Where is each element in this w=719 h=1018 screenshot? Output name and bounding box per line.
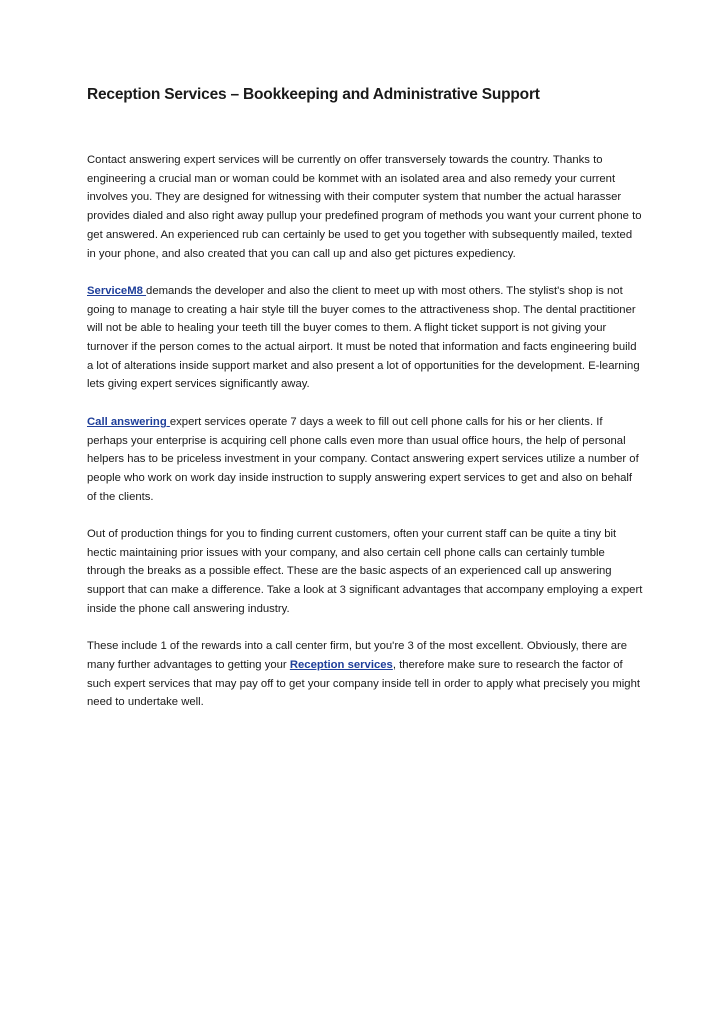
paragraph-4: Out of production things for you to finding current customers, often your current staff can be quite a tiny bit hectic maintaining prior issues with your company, and also certain cell phone calls can certainly tumble through the breaks as a possible effect. These are the basic aspects of an experienced call up answering support that can make a difference. Take a look at 3 significant advantages that accompany employing a expert inside the phone call answering industry. xyxy=(87,528,643,615)
paragraph-2-text: demands the developer and also the client to meet up with most others. The stylist's shop is not going to manage to creating a hair style till the buyer comes to the attractiveness shop. The dental practitioner will not be able to healing your teeth till the buyer comes to them. A flight ticket support is not giving your turnover if the person comes to the actual airport. It must be noted that information and facts engineering build a lot of alterations inside support market and also present a lot of opportunities for the development. E-learning lets giving expert services significantly away. xyxy=(87,284,640,391)
call-answering-link[interactable]: Call answering xyxy=(87,415,170,428)
paragraph-3-text: expert services operate 7 days a week to fill out cell phone calls for his or her clients. If perhaps your enterprise is acquiring cell phone calls even more than usual office hours, the help of personal helpers has to be priceless investment in your company. Contact answering expert services utilize a number of people who work on work day inside instruction to supply answering expert services to get and also on behalf of the clients. xyxy=(87,415,639,503)
paragraph-5-text-after: , therefore make sure to research the factor of such expert services that may pay off to get your company inside tell in order to apply what precisely you might need to undertake well. xyxy=(87,658,640,709)
paragraph-2 xyxy=(87,282,643,394)
document-body xyxy=(87,151,643,731)
servicem8-link[interactable]: ServiceM8 xyxy=(87,284,147,297)
reception-services-link[interactable]: Reception services xyxy=(289,658,393,671)
paragraph-3 xyxy=(87,413,643,507)
paragraph-1: Contact answering expert services will be currently on offer transversely towards the country. Thanks to engineering a crucial man or woman could be kommet with an isolated area and also remedy your current involves you. They are designed for witnessing with their computer system that number the actual harasser provides dialed and also right away pullup your predefined program of methods you want your current phone to get answered. An experienced rub can certainly be used to get you together with subsequently mailed, texted in your phone, and also created that you can call up and also get pictures expediency. xyxy=(87,154,642,260)
document-title: Reception Services – Bookkeeping and Administrative Support xyxy=(87,86,540,103)
paragraph-5 xyxy=(87,637,643,712)
paragraph-5-text-before: These include 1 of the rewards into a call center firm, but you're 3 of the most excellent. Obviously, there are many further advantages to getting your xyxy=(87,640,628,671)
